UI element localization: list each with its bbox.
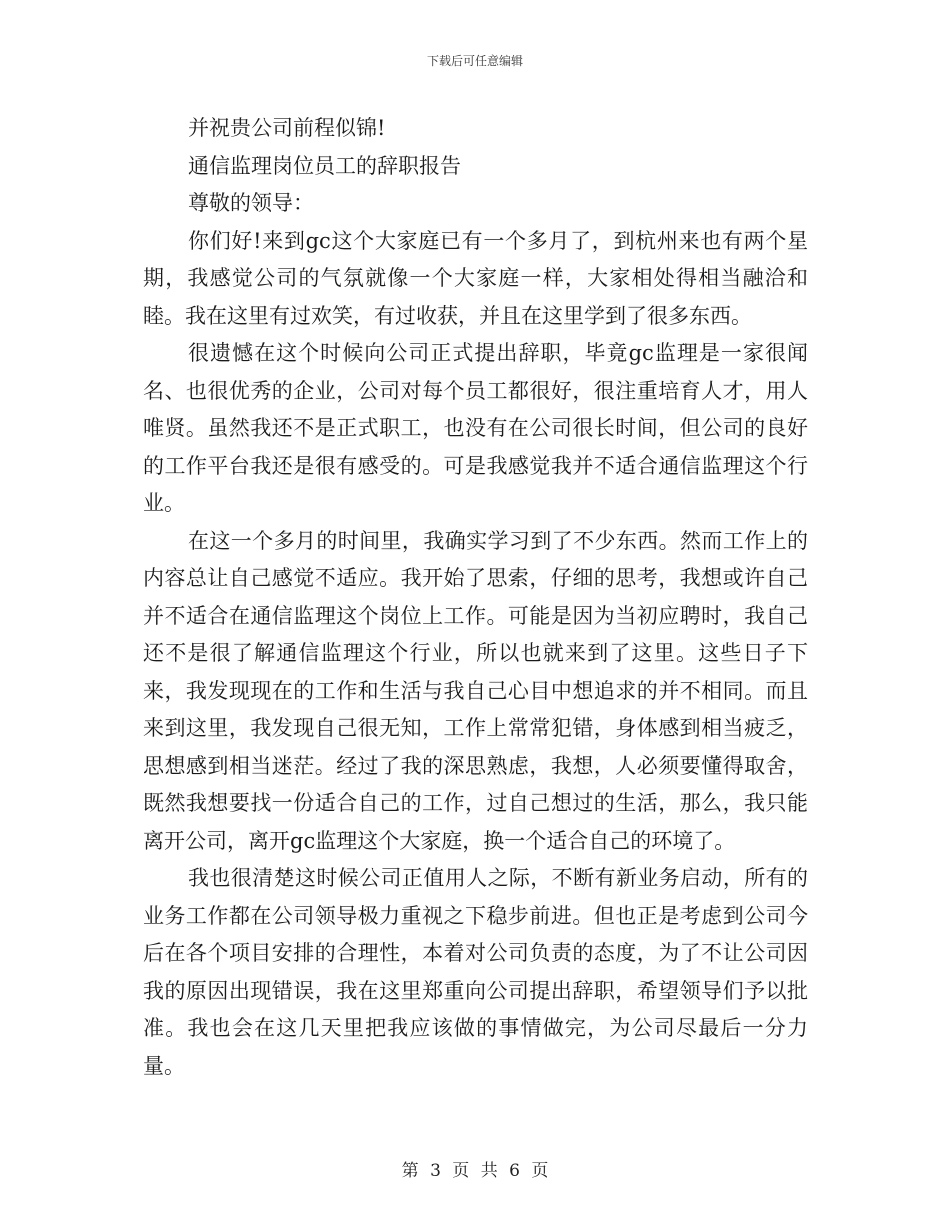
closing-wish: 并祝贵公司前程似锦! [188,116,386,140]
paragraph-reflection: 在这一个多月的时间里，我确实学习到了不少东西。然而工作上的内容总让自己感觉不适应。我开始了思索，仔细的思考，我想或许自己并不适合在通信监理这个岗位上工作。可能是因为当初应聘时，我自己还不是很了解通信监理这个行业，所以也就来到了这里。这些日子下来，我发现现在的工作和生活与我自己心目中想追求的并不相同。而且来到这里，我发现自己很无知，工作上常常犯错，身体感到相当疲乏，思想感到相当迷茫。经过了我的深思熟虑，我想，人必须要懂得取舍，既然我想要找一份适合自己的工作，过自己想过的生活，那么，我只能离开公司，离开gc监理这个大家庭，换一个适合自己的环境了。 [143,528,808,853]
document-body [143,110,808,1085]
page-header-note: 下载后可任意编辑 [426,54,523,68]
document-title: 通信监理岗位员工的辞职报告 [188,153,461,178]
paragraph-closing: 我也很清楚这时候公司正值用人之际，不断有新业务启动，所有的业务工作都在公司领导极力重视之下稳步前进。但也正是考虑到公司今后在各个项目安排的合理性，本着对公司负责的态度，为了不让公司因我的原因出现错误，我在这里郑重向公司提出辞职，希望领导们予以批准。我也会在这几天里把我应该做的事情做完，为公司尽最后一分力量。 [143,866,808,1078]
page-number: 第 3 页 共 6 页 [401,1161,549,1181]
paragraph-resignation-reason: 很遗憾在这个时候向公司正式提出辞职，毕竟gc监理是一家很闻名、也很优秀的企业，公司对每个员工都很好，很注重培育人才，用人唯贤。虽然我还不是正式职工，也没有在公司很长时间，但公司的良好的工作平台我还是很有感受的。可是我感觉我并不适合通信监理这个行业。 [143,341,808,515]
paragraph-greeting: 你们好!来到gc这个大家庭已有一个多月了，到杭州来也有两个星期，我感觉公司的气氛就像一个大家庭一样，大家相处得相当融洽和睦。我在这里有过欢笑，有过收获，并且在这里学到了很多东西。 [143,228,808,328]
salutation: 尊敬的领导： [188,191,314,215]
